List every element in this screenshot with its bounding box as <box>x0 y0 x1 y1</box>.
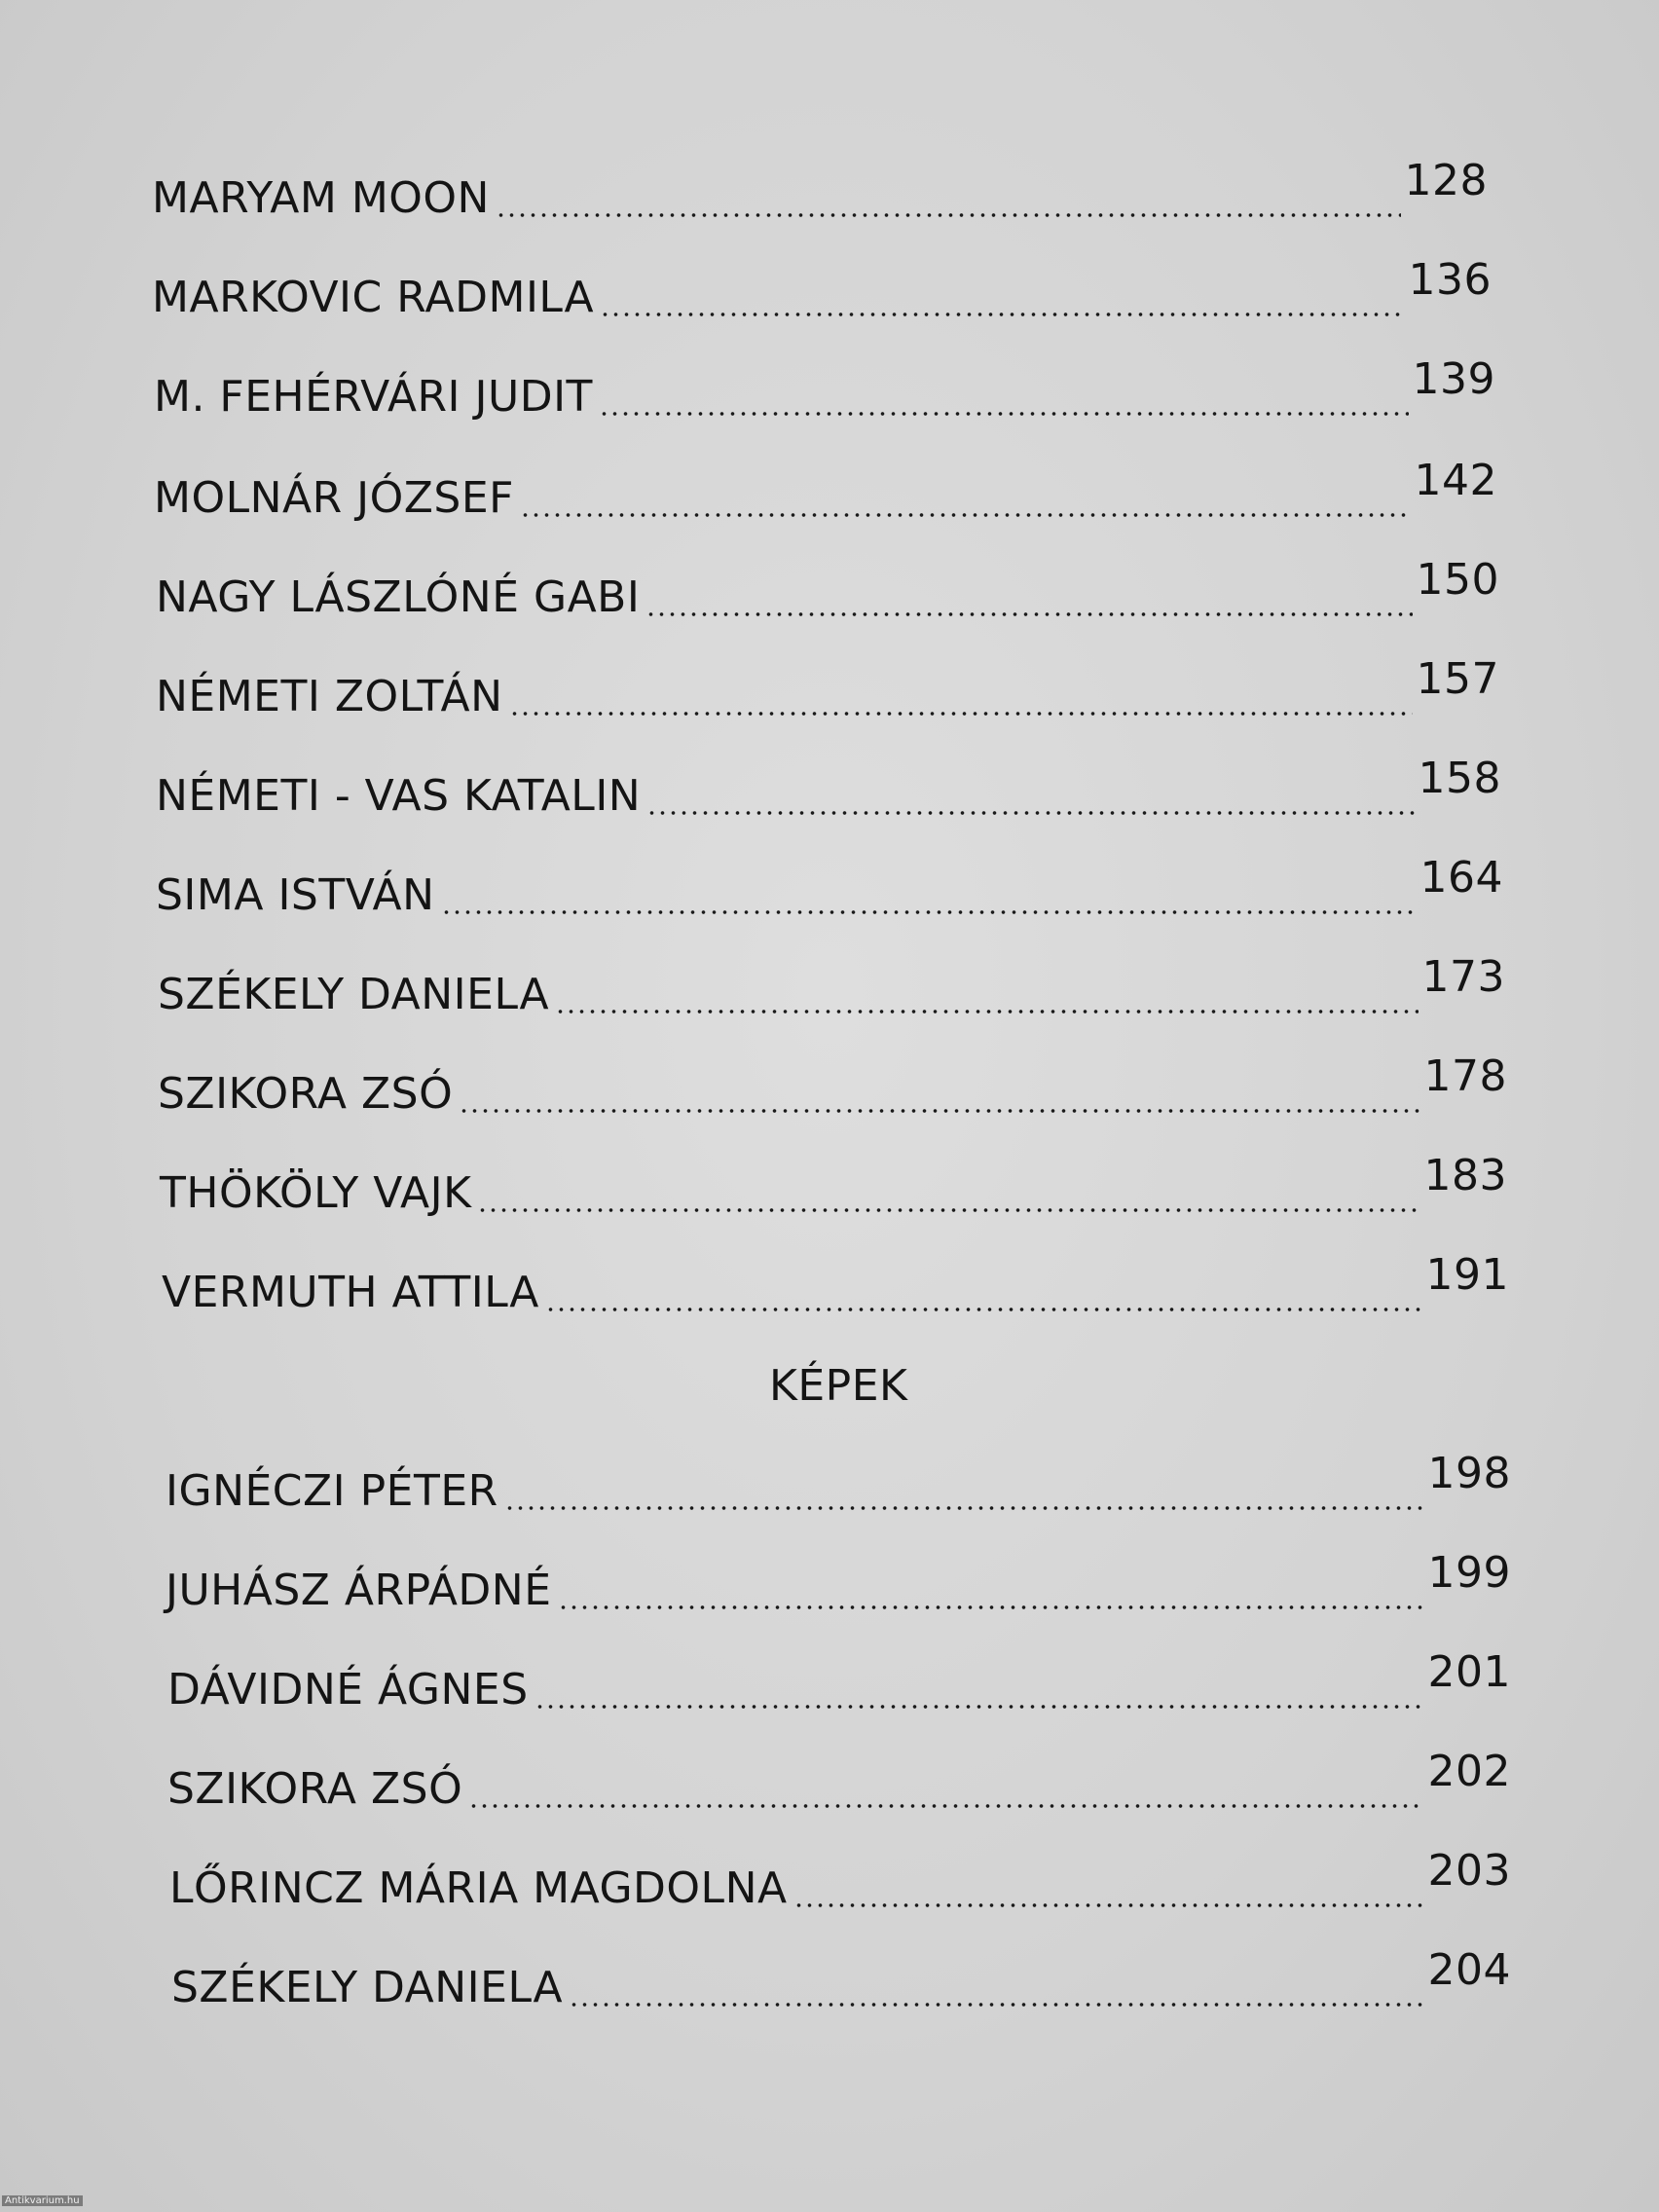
toc-entry-page: 199 <box>1427 1548 1511 1598</box>
dot-leader <box>645 612 1412 616</box>
watermark: Antikvarium.hu <box>2 2195 83 2206</box>
toc-entry-page: 198 <box>1427 1449 1511 1498</box>
dot-leader <box>599 412 1409 416</box>
toc-entry-page: 204 <box>1427 1945 1511 1995</box>
toc-entry-name: THÖKÖLY VAJK <box>160 1168 472 1218</box>
toc-entry-page: 142 <box>1414 456 1497 505</box>
toc-entry <box>156 654 1499 721</box>
toc-entry-page: 191 <box>1425 1250 1509 1300</box>
toc-entry-page: 136 <box>1408 255 1492 305</box>
toc-entry <box>156 555 1499 622</box>
dot-leader <box>545 1308 1422 1311</box>
dot-leader <box>535 1705 1424 1709</box>
dot-leader <box>600 313 1404 316</box>
toc-entry <box>152 156 1488 223</box>
toc-entry-name: NÉMETI - VAS KATALIN <box>156 771 642 821</box>
toc-entry <box>166 1449 1511 1516</box>
toc-entry-page: 128 <box>1404 156 1488 205</box>
toc-entry-name: SZIKORA ZSÓ <box>158 1069 454 1119</box>
toc-entry-name: DÁVIDNÉ ÁGNES <box>167 1665 529 1714</box>
toc-entry-name: IGNÉCZI PÉTER <box>166 1466 498 1516</box>
toc-entry-name: MARYAM MOON <box>152 173 490 223</box>
toc-entry-page: 203 <box>1427 1846 1511 1896</box>
toc-entry-page: 157 <box>1416 654 1499 704</box>
dot-leader <box>558 1605 1424 1609</box>
toc-entry-page: 173 <box>1421 952 1505 1002</box>
toc-entry-page: 178 <box>1423 1051 1507 1101</box>
toc-entry-page: 202 <box>1427 1747 1511 1796</box>
toc-entry-name: SZIKORA ZSÓ <box>167 1764 463 1814</box>
toc-entry <box>167 1747 1511 1814</box>
toc-entry-name: SIMA ISTVÁN <box>156 870 435 920</box>
toc-entry-name: SZÉKELY DANIELA <box>158 970 550 1019</box>
toc-entry-name: VERMUTH ATTILA <box>162 1268 539 1317</box>
toc-entry-page: 201 <box>1427 1647 1511 1697</box>
toc-entry-name: MOLNÁR JÓZSEF <box>154 473 514 523</box>
toc-entry <box>171 1945 1511 2012</box>
dot-leader <box>646 811 1414 815</box>
toc-entry-page: 183 <box>1423 1151 1507 1200</box>
toc-entry <box>154 456 1497 523</box>
toc-entry <box>162 1250 1509 1317</box>
dot-leader <box>477 1208 1419 1212</box>
toc-entry <box>169 1846 1511 1913</box>
toc-entry-name: NAGY LÁSZLÓNÉ GABI <box>156 572 641 622</box>
toc-entry-page: 158 <box>1418 754 1501 803</box>
toc-entry <box>156 754 1501 821</box>
toc-entry-name: M. FEHÉRVÁRI JUDIT <box>154 372 593 422</box>
toc-entry <box>166 1548 1511 1615</box>
toc-entry <box>154 354 1495 422</box>
toc-entry <box>160 1151 1507 1218</box>
toc-entry-name: JUHÁSZ ÁRPÁDNÉ <box>166 1566 552 1615</box>
dot-leader <box>569 2003 1423 2007</box>
toc-entry-name: LŐRINCZ MÁRIA MAGDOLNA <box>169 1863 788 1913</box>
toc-entry-name: SZÉKELY DANIELA <box>171 1963 564 2012</box>
toc-entry <box>158 952 1505 1019</box>
toc-entry-page: 150 <box>1416 555 1499 605</box>
dot-leader <box>509 712 1413 716</box>
toc-entry <box>152 255 1492 322</box>
toc-entry <box>167 1647 1511 1714</box>
dot-leader <box>520 513 1411 517</box>
toc-entry-page: 164 <box>1419 853 1503 903</box>
section-heading: KÉPEK <box>769 1361 908 1411</box>
dot-leader <box>555 1010 1418 1014</box>
dot-leader <box>441 910 1417 914</box>
toc-entry-name: MARKOVIC RADMILA <box>152 273 595 322</box>
toc-entry <box>156 853 1503 920</box>
dot-leader <box>504 1506 1424 1510</box>
dot-leader <box>459 1109 1419 1113</box>
toc-entry-page: 139 <box>1412 354 1495 404</box>
toc-entry-name: NÉMETI ZOLTÁN <box>156 672 503 721</box>
toc-entry <box>158 1051 1507 1119</box>
dot-leader <box>793 1903 1424 1907</box>
dot-leader <box>496 213 1401 217</box>
dot-leader <box>468 1804 1423 1808</box>
